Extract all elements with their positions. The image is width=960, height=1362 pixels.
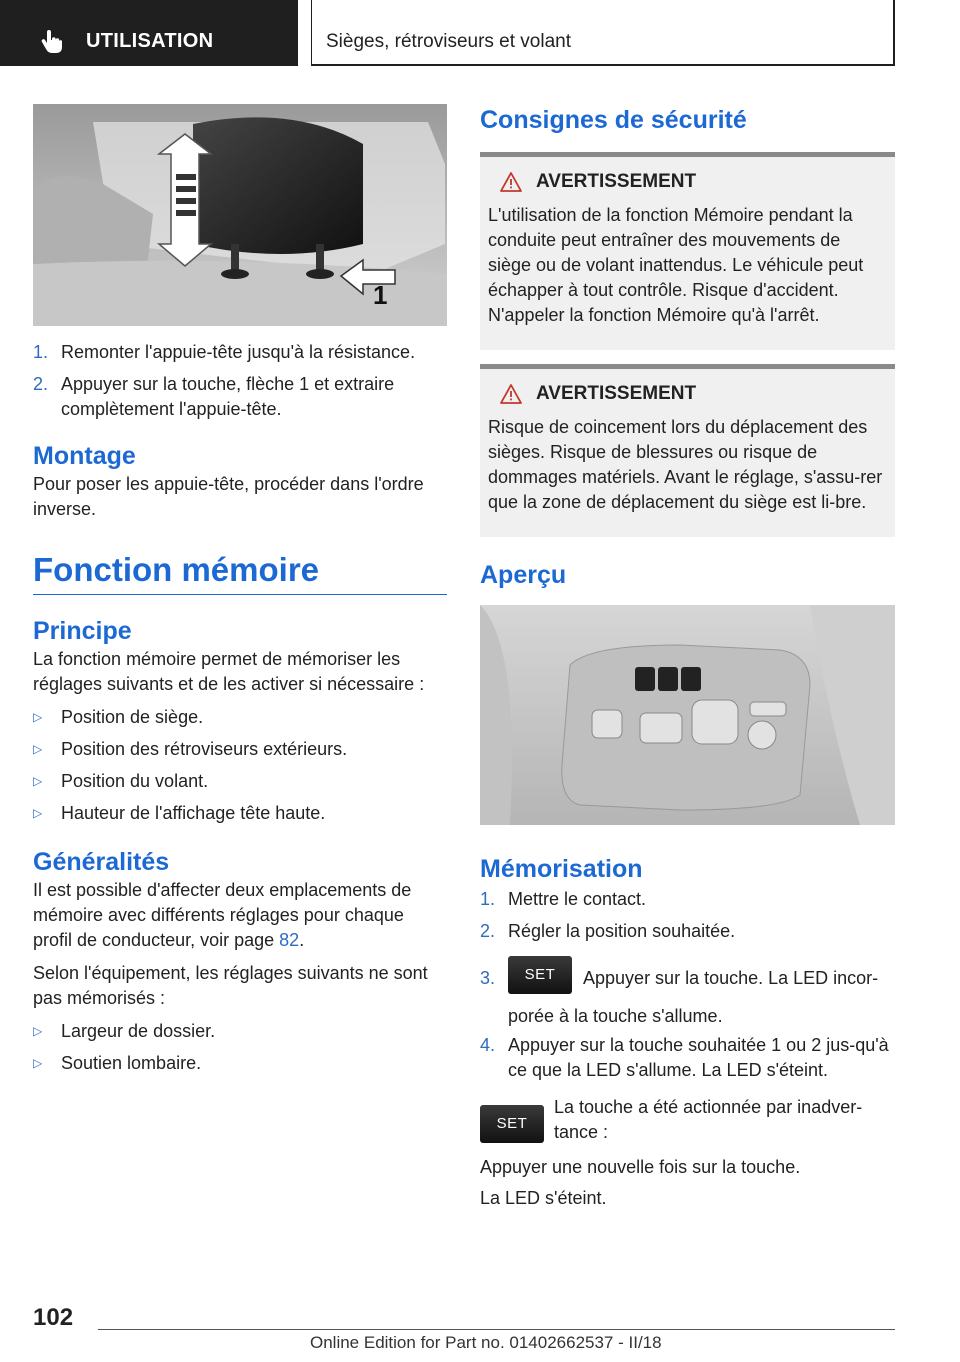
list-item: 3. SET Appuyer sur la touche. La LED incor-porée à la touche s'allume. bbox=[480, 956, 895, 1019]
montage-heading: Montage bbox=[33, 442, 136, 470]
warning-triangle-icon bbox=[500, 384, 522, 404]
memory-function-heading: Fonction mémoire bbox=[33, 551, 320, 588]
heading-rule bbox=[33, 594, 447, 595]
list-item: ▷ Hauteur de l'affichage tête haute. bbox=[33, 801, 447, 826]
chapter-title: Sièges, rétroviseurs et volant bbox=[326, 31, 572, 52]
principe-heading: Principe bbox=[33, 617, 132, 645]
header-section-tab bbox=[0, 0, 298, 66]
section-title: UTILISATION bbox=[86, 30, 214, 52]
list-item: 2. Régler la position souhaitée. bbox=[480, 921, 736, 941]
memorisation-heading: Mémorisation bbox=[480, 855, 643, 883]
warning-text: L'utilisation de la fonction Mémoire pendant la conduite peut entraîner des mouvements de siège ou de volant inattendus. Le véhicule peut échapper à tout contrôle. Risque d'accident. N'appeler la fonction Mémoire qu'à l'arrêt. bbox=[488, 205, 864, 325]
list-item: 2. Appuyer sur la touche, flèche 1 et extraire complètement l'appuie-tête. bbox=[33, 374, 395, 419]
left-column bbox=[33, 104, 447, 1083]
memorisation-steps bbox=[480, 887, 895, 1083]
triangle-bullet-icon: ▷ bbox=[33, 710, 43, 724]
list-item: ▷ Position de siège. bbox=[33, 705, 447, 730]
apercu-heading: Aperçu bbox=[480, 561, 567, 589]
after-text-2: La LED s'éteint. bbox=[480, 1188, 607, 1208]
list-item: 1. Mettre le contact. bbox=[480, 889, 647, 909]
seat-controls-illustration bbox=[480, 605, 895, 825]
triangle-bullet-icon: ▷ bbox=[33, 742, 43, 756]
page-link[interactable]: 82 bbox=[279, 930, 300, 950]
safety-heading: Consignes de sécurité bbox=[480, 106, 747, 134]
removal-steps bbox=[33, 340, 447, 422]
list-item: 4. Appuyer sur la touche souhaitée 1 ou 2 jus-qu'à ce que la LED s'allume. La LED s'éteint. bbox=[480, 1035, 889, 1080]
headrest-figure bbox=[33, 104, 447, 326]
triangle-bullet-icon: ▷ bbox=[33, 1056, 43, 1070]
list-item: ▷ Position du volant. bbox=[33, 769, 447, 794]
warning-text: Risque de coincement lors du déplacement des sièges. Risque de blessures ou risque de dommages matériels. Avant le réglage, s'assu-rer que la zone de déplacement du siège est li-bre. bbox=[488, 417, 883, 512]
header-chapter-box bbox=[311, 0, 895, 66]
list-item: ▷ Soutien lombaire. bbox=[33, 1051, 447, 1076]
set-key-icon: SET bbox=[508, 956, 572, 994]
hand-pointer-icon bbox=[40, 30, 62, 54]
after-text-1: Appuyer une nouvelle fois sur la touche. bbox=[480, 1157, 801, 1177]
note-text: La touche a été actionnée par inadver-tance : bbox=[554, 1097, 863, 1142]
seat-controls-figure bbox=[480, 605, 895, 825]
montage-text: Pour poser les appuie-tête, procéder dans l'ordre inverse. bbox=[33, 474, 424, 519]
right-column bbox=[480, 104, 895, 1211]
warning-triangle-icon bbox=[500, 172, 522, 192]
edition-text: Online Edition for Part no. 01402662537 - II/18 bbox=[310, 1333, 662, 1352]
list-item: ▷ Largeur de dossier. bbox=[33, 1019, 447, 1044]
generalites-text: Il est possible d'affecter deux emplacements de mémoire avec différents réglages pour chaque profil de conducteur, voir page 82. bbox=[33, 880, 412, 950]
figure-callout-1: 1 bbox=[373, 280, 388, 310]
warning-title: AVERTISSEMENT bbox=[536, 171, 697, 192]
generalites-heading: Généralités bbox=[33, 848, 170, 876]
note-block bbox=[480, 1095, 895, 1145]
list-item: ▷ Position des rétroviseurs extérieurs. bbox=[33, 737, 447, 762]
generalites-list bbox=[33, 1019, 447, 1076]
triangle-bullet-icon: ▷ bbox=[33, 806, 43, 820]
list-item: 1. Remonter l'appuie-tête jusqu'à la résistance. bbox=[33, 342, 416, 362]
warning-title: AVERTISSEMENT bbox=[536, 383, 697, 404]
warning-box bbox=[480, 152, 895, 350]
warning-box bbox=[480, 364, 895, 537]
headrest-illustration bbox=[33, 104, 447, 326]
principe-text: La fonction mémoire permet de mémoriser les réglages suivants et de les activer si nécessaire : bbox=[33, 649, 425, 694]
page-number: 102 bbox=[33, 1304, 74, 1331]
principe-list bbox=[33, 705, 447, 826]
triangle-bullet-icon: ▷ bbox=[33, 774, 43, 788]
footer-rule bbox=[98, 1329, 895, 1330]
triangle-bullet-icon: ▷ bbox=[33, 1024, 43, 1038]
generalites-text-2: Selon l'équipement, les réglages suivants ne sont pas mémorisés : bbox=[33, 963, 428, 1008]
set-key-icon: SET bbox=[480, 1105, 544, 1143]
